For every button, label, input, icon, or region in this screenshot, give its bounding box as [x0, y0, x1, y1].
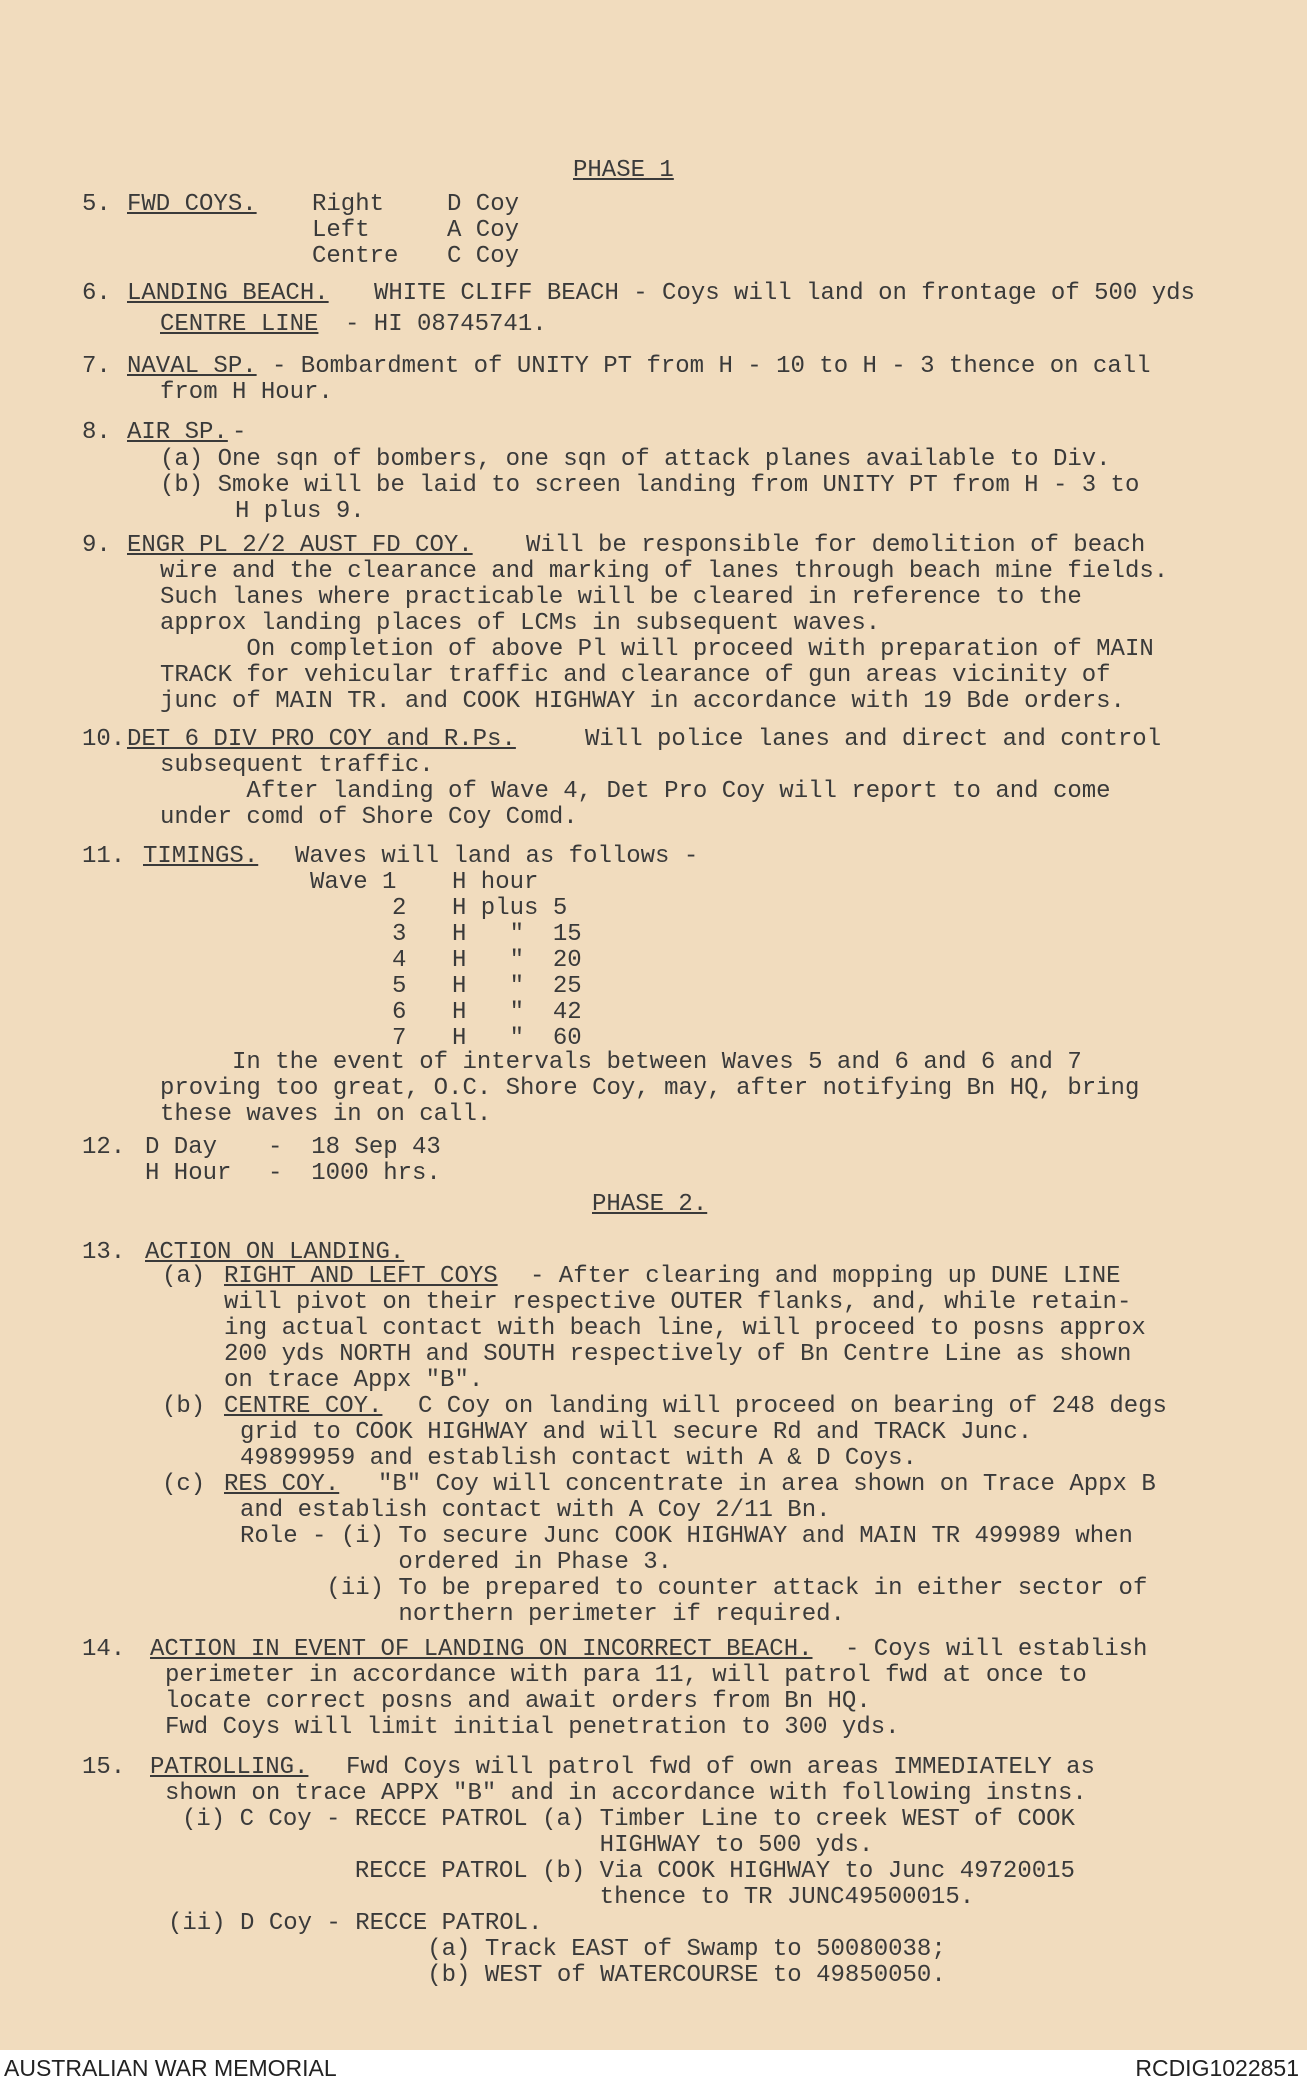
- para-6-subtext: - HI 08745741.: [345, 311, 547, 338]
- wave-label: 3: [392, 921, 407, 948]
- wave-label: 6: [392, 999, 407, 1026]
- para-13-a-line: will pivot on their respective OUTER flanks, and, while retain-: [224, 1289, 1132, 1316]
- para-13-a-label: (a): [162, 1263, 206, 1290]
- para-15-title: PATROLLING.: [150, 1754, 309, 1781]
- d-day-value: - 18 Sep 43: [268, 1134, 441, 1161]
- para-10-line: under comd of Shore Coy Comd.: [160, 804, 578, 831]
- d-day-label: D Day: [145, 1134, 218, 1161]
- para-14-text: - Coys will establish: [845, 1636, 1148, 1663]
- footer-record-id: RCDIG1022851: [1135, 2055, 1299, 2081]
- para-12-number: 12.: [82, 1134, 126, 1161]
- para-15-line: (ii) D Coy - RECCE PATROL.: [168, 1910, 543, 1937]
- para-5-coy: C Coy: [447, 243, 520, 270]
- para-13-c-line: Role - (i) To secure Junc COOK HIGHWAY and MAIN TR 499989 when: [240, 1523, 1133, 1550]
- para-8-number: 8.: [82, 419, 111, 446]
- para-8-title: AIR SP.: [127, 419, 228, 446]
- para-13-b-label: (b): [162, 1393, 206, 1420]
- para-13-b-text: C Coy on landing will proceed on bearing of 248 degs: [418, 1393, 1167, 1420]
- para-15-line: RECCE PATROL (b) Via COOK HIGHWAY to Junc 49720015: [182, 1858, 1075, 1885]
- para-11-title: TIMINGS.: [143, 843, 259, 870]
- para-8-b: (b) Smoke will be laid to screen landing from UNITY PT from H - 3 to: [160, 472, 1140, 499]
- para-15-line: (a) Track EAST of Swamp to 50080038;: [168, 1936, 946, 1963]
- para-15-number: 15.: [82, 1754, 126, 1781]
- para-9-number: 9.: [82, 532, 111, 559]
- para-5-coy: D Coy: [447, 191, 520, 218]
- para-13-b-line: 49899959 and establish contact with A & D Coys.: [240, 1445, 917, 1472]
- wave-label: 2: [392, 895, 407, 922]
- para-6-subtitle: CENTRE LINE: [160, 311, 319, 338]
- para-15-line: shown on trace APPX "B" and in accordance with following instns.: [165, 1780, 1087, 1807]
- para-11-line: proving too great, O.C. Shore Coy, may, after notifying Bn HQ, bring: [160, 1075, 1140, 1102]
- para-13-c-label: (c): [162, 1471, 206, 1498]
- para-14-number: 14.: [82, 1636, 126, 1663]
- para-8-a: (a) One sqn of bombers, one sqn of attack planes available to Div.: [160, 446, 1111, 473]
- para-6-title: LANDING BEACH.: [127, 280, 329, 307]
- para-15-text: Fwd Coys will patrol fwd of own areas IMMEDIATELY as: [346, 1754, 1095, 1781]
- para-13-b-line: grid to COOK HIGHWAY and will secure Rd and TRACK Junc.: [240, 1419, 1033, 1446]
- para-10-text: Will police lanes and direct and control: [585, 726, 1162, 753]
- wave-label: 7: [392, 1025, 407, 1052]
- para-9-line: Such lanes where practicable will be cleared in reference to the: [160, 584, 1082, 611]
- para-10-number: 10.: [82, 726, 126, 753]
- para-14-line: Fwd Coys will limit initial penetration to 300 yds.: [165, 1714, 900, 1741]
- para-11-number: 11.: [82, 843, 126, 870]
- wave-time: H hour: [452, 869, 539, 896]
- para-10-line: After landing of Wave 4, Det Pro Coy will report to and come: [160, 778, 1111, 805]
- para-13-b-title: CENTRE COY.: [224, 1393, 383, 1420]
- wave-time: H " 42: [452, 999, 582, 1026]
- h-hour-label: H Hour: [145, 1160, 232, 1187]
- para-11-line: these waves in on call.: [160, 1101, 492, 1128]
- para-13-c-line: and establish contact with A Coy 2/11 Bn.: [240, 1497, 831, 1524]
- para-6-number: 6.: [82, 280, 111, 307]
- para-13-a-title: RIGHT AND LEFT COYS: [224, 1263, 498, 1290]
- para-10-title: DET 6 DIV PRO COY and R.Ps.: [127, 726, 516, 753]
- para-7-number: 7.: [82, 353, 111, 380]
- para-7-text: - Bombardment of UNITY PT from H - 10 to H - 3 thence on call: [272, 353, 1151, 380]
- para-13-title: ACTION ON LANDING.: [145, 1239, 405, 1266]
- h-hour-value: - 1000 hrs.: [268, 1160, 441, 1187]
- para-15-line: thence to TR JUNC49500015.: [182, 1884, 975, 1911]
- para-13-c-title: RES COY.: [224, 1471, 340, 1498]
- para-9-line: junc of MAIN TR. and COOK HIGHWAY in accordance with 19 Bde orders.: [160, 688, 1125, 715]
- wave-time: H " 25: [452, 973, 582, 1000]
- phase1-heading: PHASE 1: [573, 157, 674, 184]
- para-9-line: On completion of above Pl will proceed with preparation of MAIN: [160, 636, 1154, 663]
- wave-time: H " 20: [452, 947, 582, 974]
- wave-label: 4: [392, 947, 407, 974]
- footer-source: AUSTRALIAN WAR MEMORIAL: [4, 2055, 337, 2081]
- para-5-coy: A Coy: [447, 217, 520, 244]
- para-14-line: locate correct posns and await orders from Bn HQ.: [165, 1688, 871, 1715]
- para-13-c-text: "B" Coy will concentrate in area shown on Trace Appx B: [378, 1471, 1156, 1498]
- para-10-line: subsequent traffic.: [160, 752, 434, 779]
- para-8-b2: H plus 9.: [235, 498, 365, 525]
- para-13-c-line: northern perimeter if required.: [240, 1601, 845, 1628]
- para-14-line: perimeter in accordance with para 11, will patrol fwd at once to: [165, 1662, 1087, 1689]
- para-5-pos: Right: [312, 191, 385, 218]
- para-14-title: ACTION IN EVENT OF LANDING ON INCORRECT BEACH.: [150, 1636, 813, 1663]
- para-5-title: FWD COYS.: [127, 191, 257, 218]
- para-13-a-line: 200 yds NORTH and SOUTH respectively of Bn Centre Line as shown: [224, 1341, 1132, 1368]
- wave-time: H " 15: [452, 921, 582, 948]
- wave-label: Wave 1: [310, 869, 397, 896]
- wave-time: H plus 5: [452, 895, 568, 922]
- para-7-line: from H Hour.: [160, 379, 333, 406]
- para-5-pos: Left: [312, 217, 370, 244]
- para-7-title: NAVAL SP.: [127, 353, 257, 380]
- para-11-text: Waves will land as follows -: [295, 843, 699, 870]
- para-13-c-line: (ii) To be prepared to counter attack in either sector of: [240, 1575, 1148, 1602]
- para-8-dash: -: [232, 419, 247, 446]
- footer-bar: [0, 2052, 1307, 2082]
- para-15-line: HIGHWAY to 500 yds.: [182, 1832, 874, 1859]
- para-9-line: TRACK for vehicular traffic and clearance of gun areas vicinity of: [160, 662, 1111, 689]
- para-9-title: ENGR PL 2/2 AUST FD COY.: [127, 532, 473, 559]
- para-13-c-line: ordered in Phase 3.: [240, 1549, 673, 1576]
- para-13-number: 13.: [82, 1239, 126, 1266]
- para-9-text: Will be responsible for demolition of beach: [526, 532, 1146, 559]
- para-5-pos: Centre: [312, 243, 399, 270]
- para-6-text: WHITE CLIFF BEACH - Coys will land on frontage of 500 yds: [374, 280, 1195, 307]
- para-9-line: approx landing places of LCMs in subsequent waves.: [160, 610, 881, 637]
- para-9-line: wire and the clearance and marking of lanes through beach mine fields.: [160, 558, 1169, 585]
- para-13-a-text: - After clearing and mopping up DUNE LINE: [530, 1263, 1121, 1290]
- phase2-heading: PHASE 2.: [592, 1191, 708, 1218]
- para-13-a-line: on trace Appx "B".: [224, 1367, 484, 1394]
- para-11-line: In the event of intervals between Waves 5 and 6 and 6 and 7: [160, 1049, 1082, 1076]
- wave-label: 5: [392, 973, 407, 1000]
- para-13-a-line: ing actual contact with beach line, will proceed to posns approx: [224, 1315, 1146, 1342]
- para-15-line: (b) WEST of WATERCOURSE to 49850050.: [168, 1962, 946, 1989]
- para-5-number: 5.: [82, 191, 111, 218]
- wave-time: H " 60: [452, 1025, 582, 1052]
- para-15-line: (i) C Coy - RECCE PATROL (a) Timber Line to creek WEST of COOK: [182, 1806, 1075, 1833]
